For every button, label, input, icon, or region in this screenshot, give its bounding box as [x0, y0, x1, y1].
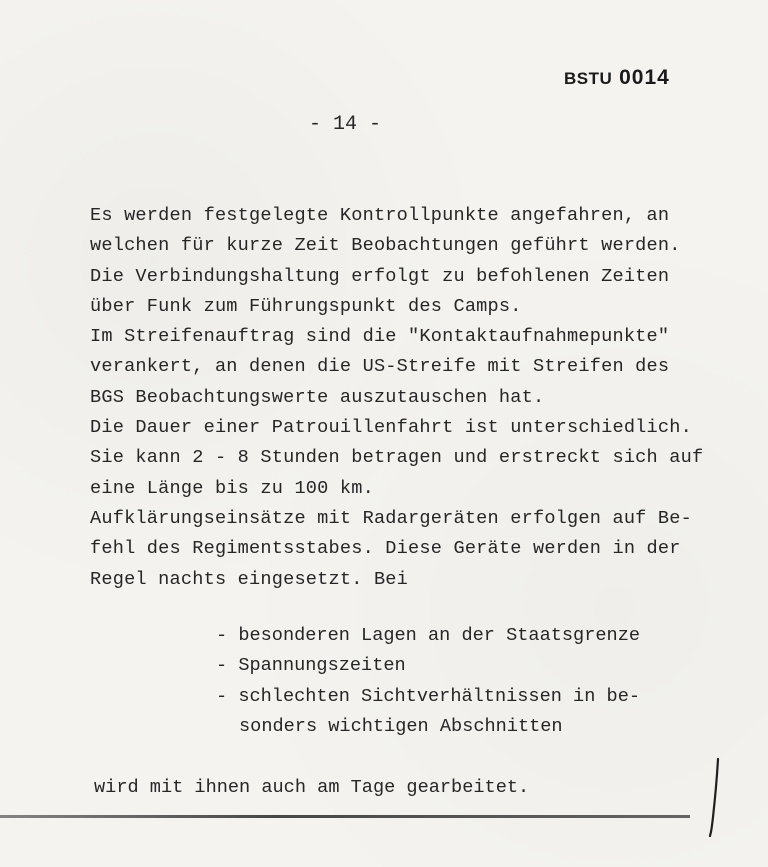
- archive-stamp: [564, 66, 670, 90]
- bullet-item-continuation: sonders wichtigen Abschnitten: [239, 715, 563, 737]
- text-line: welchen für kurze Zeit Beobachtungen geführt werden.: [90, 235, 681, 257]
- body-paragraph: [90, 201, 703, 595]
- archive-stamp-prefix: BSTU: [564, 69, 613, 88]
- text-line: eine Länge bis zu 100 km.: [90, 477, 374, 499]
- text-line: BGS Beobachtungswerte auszutauschen hat.: [90, 386, 545, 408]
- text-line: fehl des Regimentsstabes. Diese Geräte werden in der: [90, 538, 681, 560]
- margin-pen-mark-icon: [707, 757, 721, 837]
- text-line: Die Verbindungshaltung erfolgt zu befohlenen Zeiten: [90, 265, 670, 287]
- bullet-item: - Spannungszeiten: [216, 655, 406, 677]
- text-line: Die Dauer einer Patrouillenfahrt ist unterschiedlich.: [90, 417, 692, 439]
- bullet-list: [216, 621, 640, 742]
- text-line: Es werden festgelegte Kontrollpunkte angefahren, an: [90, 205, 670, 226]
- text-line: Aufklärungseinsätze mit Radargeräten erfolgen auf Be-: [90, 507, 692, 529]
- archive-stamp-number: 0014: [619, 66, 670, 89]
- text-line: Regel nachts eingesetzt. Bei: [90, 568, 409, 590]
- text-line: Sie kann 2 - 8 Stunden betragen und erstreckt sich auf: [90, 447, 704, 469]
- horizontal-rule: [0, 815, 690, 818]
- text-line: Im Streifenauftrag sind die "Kontaktaufnahmepunkte": [90, 326, 670, 348]
- closing-line: wird mit ihnen auch am Tage gearbeitet.: [94, 777, 530, 798]
- text-line: verankert, an denen die US-Streife mit Streifen des: [90, 356, 670, 378]
- text-line: über Funk zum Führungspunkt des Camps.: [90, 295, 522, 317]
- bullet-item: - schlechten Sichtverhältnissen in be-: [216, 685, 641, 707]
- bullet-item: - besonderen Lagen an der Staatsgrenze: [216, 625, 641, 646]
- page-number: - 14 -: [309, 113, 382, 136]
